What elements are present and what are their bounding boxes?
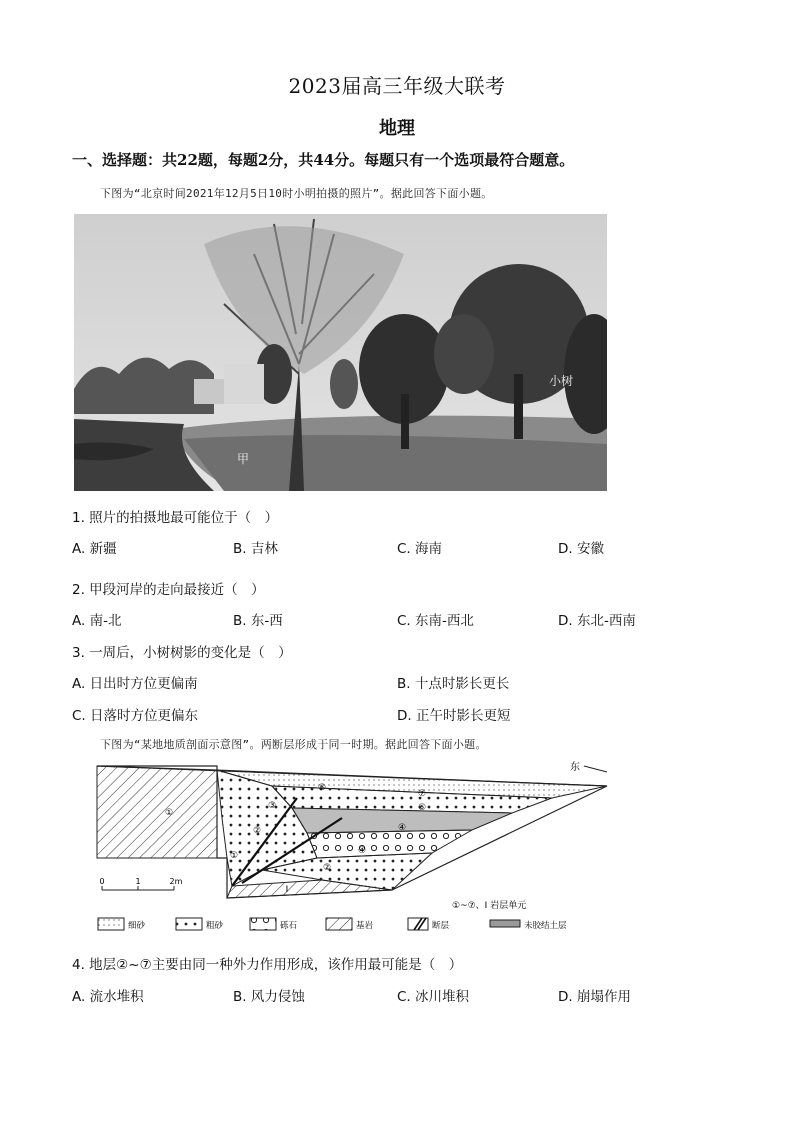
question-2-stem: 2. 甲段河岸的走向最接近（ ）	[72, 582, 265, 598]
layer-label: Ⅰ	[285, 885, 289, 895]
q2-option-d[interactable]: D. 东北-西南	[558, 613, 636, 629]
q4-option-c[interactable]: C. 冰川堆积	[397, 989, 470, 1005]
group2-intro: 下图为“某地地质剖面示意图”。两断层形成于同一时期。据此回答下面小题。	[100, 738, 487, 751]
legend-label: 砾石	[280, 921, 298, 931]
q2-option-c[interactable]: C. 东南-西北	[397, 613, 474, 629]
legend-swatch-bedrock	[326, 918, 352, 930]
q1-option-a[interactable]: A. 新疆	[72, 541, 117, 557]
layer-label: ②	[252, 826, 262, 836]
section-heading: 一、选择题：共22题，每题2分，共44分。每题只有一个选项最符合题意。	[72, 151, 575, 169]
q2-option-b[interactable]: B. 东-西	[233, 613, 283, 629]
layer-label: ⑤	[417, 803, 427, 813]
layer-label: ⑦	[417, 789, 427, 799]
layer-label: ④	[357, 846, 367, 856]
q4-option-d[interactable]: D. 崩塌作用	[558, 989, 631, 1005]
q3-option-d[interactable]: D. 正午时影长更短	[397, 708, 511, 724]
geologic-section-drawing	[92, 758, 614, 942]
legend-label: 未胶结土层	[524, 921, 567, 931]
legend-label: 基岩	[356, 921, 374, 931]
question-3-stem: 3. 一周后，小树树影的变化是（ ）	[72, 645, 292, 661]
park-photo-drawing	[74, 214, 607, 491]
legend-swatch-loose-soil	[490, 920, 520, 927]
layer-label: ①	[164, 808, 174, 818]
legend-swatch-gravel	[250, 918, 276, 930]
q1-option-d[interactable]: D. 安徽	[558, 541, 604, 557]
tree-label: 小树	[549, 374, 574, 388]
question-4-stem: 4. 地层②~⑦主要由同一种外力作用形成，该作用最可能是（ ）	[72, 957, 463, 973]
q3-option-c[interactable]: C. 日落时方位更偏东	[72, 708, 199, 724]
geologic-section-diagram	[92, 758, 614, 942]
units-note: ①~⑦、Ⅰ 岩层单元	[452, 901, 527, 911]
legend-label: 细砂	[128, 921, 146, 931]
layer-label: ①	[229, 851, 239, 861]
legend-label: 断层	[432, 921, 450, 931]
subject-title: 地理	[379, 118, 415, 139]
layer-label: ②	[322, 863, 332, 873]
scale-0: 0	[99, 877, 105, 886]
scale-2: 2m	[169, 877, 183, 886]
q4-option-a[interactable]: A. 流水堆积	[72, 989, 144, 1005]
legend-label: 粗砂	[206, 921, 224, 931]
legend-swatch-coarse-sand	[176, 918, 202, 930]
q3-option-a[interactable]: A. 日出时方位更偏南	[72, 676, 198, 692]
park-photo	[74, 214, 607, 491]
question-1-stem: 1. 照片的拍摄地最可能位于（ ）	[72, 510, 279, 526]
direction-label: 东	[570, 762, 580, 773]
q1-option-c[interactable]: C. 海南	[397, 541, 443, 557]
q3-option-b[interactable]: B. 十点时影长更长	[397, 676, 510, 692]
legend-swatch-fine-sand	[98, 918, 124, 930]
fault-symbol	[414, 918, 426, 930]
layer-label: ④	[397, 823, 407, 833]
scale-1: 1	[135, 877, 141, 886]
layer-label: ③	[267, 801, 277, 811]
group1-intro: 下图为“北京时间2021年12月5日10时小明拍摄的照片”。据此回答下面小题。	[100, 187, 493, 200]
q2-option-a[interactable]: A. 南-北	[72, 613, 122, 629]
bank-label: 甲	[237, 452, 250, 466]
q4-option-b[interactable]: B. 风力侵蚀	[233, 989, 305, 1005]
q1-option-b[interactable]: B. 吉林	[233, 541, 278, 557]
layer-label: ⑥	[317, 783, 327, 793]
exam-title: 2023届高三年级大联考	[288, 74, 506, 98]
